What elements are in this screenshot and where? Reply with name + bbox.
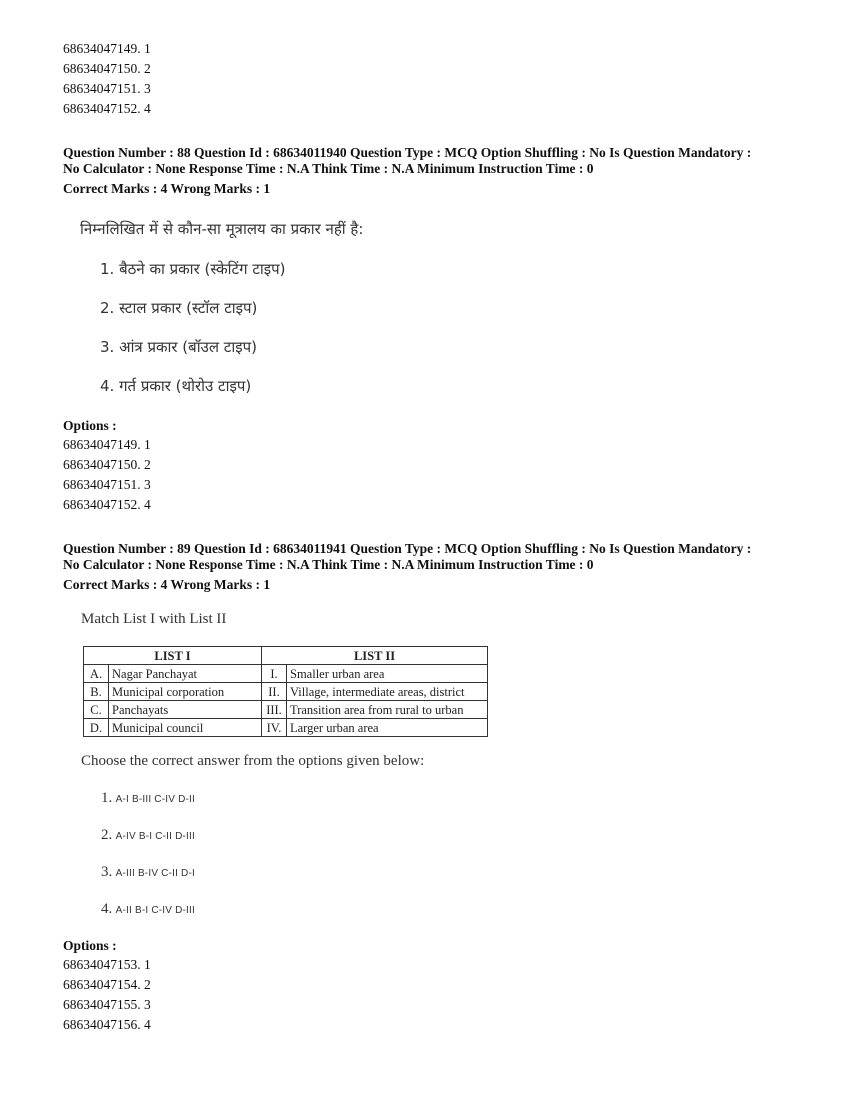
q88-choice-2: 2. स्टाल प्रकार (स्टॉल टाइप) bbox=[100, 299, 258, 317]
answer-value: A-III B-IV C-II D-I bbox=[115, 868, 195, 879]
q88-option-3: 68634047151. 3 bbox=[63, 477, 151, 492]
q88-option-4: 68634047152. 4 bbox=[63, 497, 151, 512]
q89-question-text: Match List I with List II bbox=[81, 611, 227, 627]
q88-option-1: 68634047149. 1 bbox=[63, 437, 151, 452]
list1-item: Nagar Panchayat bbox=[109, 665, 262, 683]
q88-marks: Correct Marks : 4 Wrong Marks : 1 bbox=[63, 181, 271, 196]
q89-answer-1 bbox=[101, 790, 195, 807]
q89-answer-2 bbox=[101, 827, 195, 844]
list1-letter: D. bbox=[84, 719, 109, 737]
q89-match-table bbox=[83, 646, 488, 737]
q89-option-4: 68634047156. 4 bbox=[63, 1017, 151, 1032]
option-line: 68634047152. 4 bbox=[63, 101, 151, 116]
list1-letter: C. bbox=[84, 701, 109, 719]
list2-item: Village, intermediate areas, district bbox=[287, 683, 488, 701]
answer-number: 4. bbox=[101, 901, 113, 917]
list2-numeral: I. bbox=[262, 665, 287, 683]
table-row bbox=[84, 701, 488, 719]
table-header-row bbox=[84, 647, 488, 665]
list1-letter: A. bbox=[84, 665, 109, 683]
answer-number: 3. bbox=[101, 864, 113, 880]
q89-option-2: 68634047154. 2 bbox=[63, 977, 151, 992]
list1-item: Panchayats bbox=[109, 701, 262, 719]
answer-number: 2. bbox=[101, 827, 113, 843]
q89-marks: Correct Marks : 4 Wrong Marks : 1 bbox=[63, 577, 271, 592]
q88-choice-3: 3. आंत्र प्रकार (बॉउल टाइप) bbox=[100, 338, 257, 356]
list2-header: LIST II bbox=[262, 647, 488, 665]
q88-options-label: Options : bbox=[63, 418, 117, 433]
list1-header: LIST I bbox=[84, 647, 262, 665]
q89-answer-4 bbox=[101, 901, 195, 918]
list1-letter: B. bbox=[84, 683, 109, 701]
table-row bbox=[84, 665, 488, 683]
table-row bbox=[84, 719, 488, 737]
list1-item: Municipal council bbox=[109, 719, 262, 737]
option-line: 68634047151. 3 bbox=[63, 81, 151, 96]
list2-numeral: II. bbox=[262, 683, 287, 701]
option-line: 68634047149. 1 bbox=[63, 41, 151, 56]
q88-question-text: निम्नलिखित में से कौन-सा मूत्रालय का प्रकार नहीं है: bbox=[80, 220, 364, 238]
table-row bbox=[84, 683, 488, 701]
q89-header-line2: No Calculator : None Response Time : N.A Think Time : N.A Minimum Instruction Time : 0 bbox=[63, 557, 594, 572]
list1-item: Municipal corporation bbox=[109, 683, 262, 701]
q88-choice-4: 4. गर्त प्रकार (थोरोउ टाइप) bbox=[100, 377, 252, 395]
option-line: 68634047150. 2 bbox=[63, 61, 151, 76]
q89-header-line1: Question Number : 89 Question Id : 68634011941 Question Type : MCQ Option Shuffling : No Is Question Mandatory : bbox=[63, 541, 752, 556]
list2-item: Transition area from rural to urban bbox=[287, 701, 488, 719]
list2-item: Smaller urban area bbox=[287, 665, 488, 683]
list2-numeral: III. bbox=[262, 701, 287, 719]
list2-numeral: IV. bbox=[262, 719, 287, 737]
q89-choose-instruction: Choose the correct answer from the options given below: bbox=[81, 753, 425, 769]
answer-value: A-II B-I C-IV D-III bbox=[115, 905, 195, 916]
answer-number: 1. bbox=[101, 790, 113, 806]
q89-options-label: Options : bbox=[63, 938, 117, 953]
answer-value: A-I B-III C-IV D-II bbox=[115, 794, 195, 805]
q89-option-1: 68634047153. 1 bbox=[63, 957, 151, 972]
q88-header-line1: Question Number : 88 Question Id : 68634011940 Question Type : MCQ Option Shuffling : No Is Question Mandatory : bbox=[63, 145, 752, 160]
answer-value: A-IV B-I C-II D-III bbox=[115, 831, 195, 842]
q89-answer-3 bbox=[101, 864, 195, 881]
q88-option-2: 68634047150. 2 bbox=[63, 457, 151, 472]
q88-header-line2: No Calculator : None Response Time : N.A Think Time : N.A Minimum Instruction Time : 0 bbox=[63, 161, 594, 176]
q88-choice-1: 1. बैठने का प्रकार (स्केटिंग टाइप) bbox=[100, 260, 286, 278]
list2-item: Larger urban area bbox=[287, 719, 488, 737]
q89-option-3: 68634047155. 3 bbox=[63, 997, 151, 1012]
